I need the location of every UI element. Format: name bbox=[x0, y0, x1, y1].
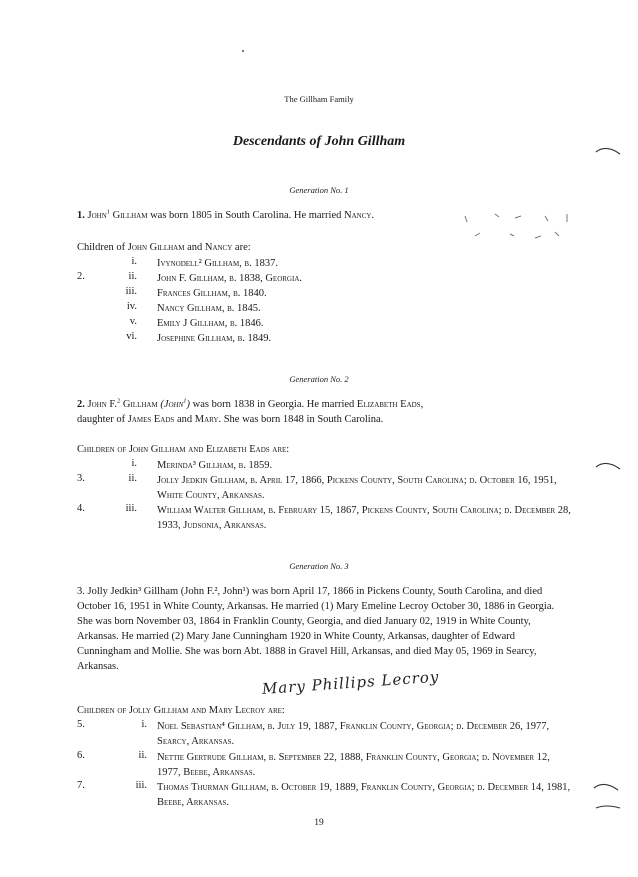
person-number: 1. bbox=[77, 210, 85, 221]
child-entry: Noel Sebastian⁴ Gillham, b. July 19, 1887, Franklin County, Georgia; d. December 26, 1977, Searcy, Arkansas. bbox=[157, 721, 550, 747]
generation-3-children-intro: Children of Jolly Gillham and Mary Lecroy are: bbox=[77, 705, 285, 716]
person-number: 2. bbox=[77, 399, 85, 410]
lineage-end: ) bbox=[186, 399, 191, 410]
intro-mother: Nancy bbox=[204, 242, 233, 253]
scan-mark-icon bbox=[594, 455, 624, 475]
child-entry: Frances Gillham, b. 1840. bbox=[157, 288, 267, 299]
bio-text: daughter of bbox=[77, 414, 128, 425]
page-number: 19 bbox=[314, 818, 324, 828]
child-entry: Josephine Gillham, b. 1849. bbox=[157, 333, 272, 344]
child-entry: Nettie Gertrude Gillham, b. September 22, 1888, Franklin County, Georgia; d. November 12, 1977, Beebe, Arkansas. bbox=[157, 752, 550, 778]
father-name: James Eads bbox=[127, 414, 175, 425]
person-surname: Gillham bbox=[122, 399, 158, 410]
lineage-sup: 1 bbox=[183, 397, 187, 405]
child-roman: iii. bbox=[125, 503, 137, 514]
scan-mark-icon bbox=[594, 140, 624, 160]
handwritten-annotation: Mary Phillips Lecroy bbox=[261, 667, 440, 698]
bio-end: . bbox=[371, 210, 375, 221]
child-roman: i. bbox=[141, 719, 147, 730]
child-roman: iii. bbox=[125, 286, 137, 297]
child-entry: Merinda³ Gillham, b. 1859. bbox=[157, 460, 273, 471]
intro-father: John Gillham bbox=[127, 242, 185, 253]
bio-text: . She was born 1848 in South Carolina. bbox=[218, 414, 384, 425]
intro-and: and bbox=[184, 242, 205, 253]
generation-2-paragraph bbox=[77, 397, 557, 427]
lineage-text: (John bbox=[157, 399, 184, 410]
person-name: John bbox=[87, 210, 107, 221]
child-entry: Ivynodell² Gillham, b. 1837. bbox=[157, 258, 278, 269]
spouse-name: Elizabeth Eads bbox=[356, 399, 421, 410]
bio-text: was born 1838 in Georgia. He married bbox=[190, 399, 357, 410]
child-ref-number: 2. bbox=[77, 271, 85, 282]
child-ref-number: 7. bbox=[77, 780, 85, 791]
child-roman: iv. bbox=[126, 301, 137, 312]
child-roman: ii. bbox=[128, 271, 137, 282]
person-surname: Gillham bbox=[112, 210, 148, 221]
child-ref-number: 4. bbox=[77, 503, 85, 514]
child-ref-number: 5. bbox=[77, 719, 85, 730]
child-roman: ii. bbox=[128, 473, 137, 484]
document-title: Descendants of John Gillham bbox=[232, 134, 406, 149]
bio-comma: , bbox=[420, 399, 424, 410]
child-roman: iii. bbox=[135, 780, 147, 791]
child-entry: William Walter Gillham, b. February 15, 1867, Pickens County, South Carolina; d. December 28, 1933, Judsonia, Arkansas. bbox=[157, 505, 571, 531]
child-entry: Thomas Thurman Gillham, b. October 19, 1889, Franklin County, Georgia; d. December 14, 1981, Beebe, Arkansas. bbox=[157, 782, 571, 808]
generation-2-children-intro: Children of John Gillham and Elizabeth Eads are: bbox=[77, 444, 290, 455]
scan-dot-icon bbox=[240, 48, 246, 54]
generation-2-label: Generation No. 2 bbox=[289, 374, 349, 384]
child-roman: ii. bbox=[138, 750, 147, 761]
child-ref-number: 3. bbox=[77, 473, 85, 484]
child-entry: Nancy Gillham, b. 1845. bbox=[157, 303, 261, 314]
person-name: John F. bbox=[87, 399, 118, 410]
child-entry: John F. Gillham, b. 1838, Georgia. bbox=[157, 273, 302, 284]
scan-mark-icon bbox=[590, 778, 624, 818]
generation-sup: 1 bbox=[106, 208, 111, 216]
bio-and: and bbox=[174, 414, 195, 425]
generation-1-children-intro bbox=[77, 240, 251, 255]
generation-3-paragraph: 3. Jolly Jedkin³ Gillham (John F.², John¹) was born April 17, 1866 in Pickens County, South Carolina, and died October 16, 1951 in White County, Arkansas. He married (1) Mary Emeline Lecroy October 30, 1886 in Georgia. She was born November 03, 1864 in Franklin County, Georgia, and died January 02, 1919 in White County, Arkansas. He married (2) Mary Jane Cunningham 1920 in White County, Arkansas, daughter of Edward Cunningham and Mollie. She was born Abt. 1888 in Gravel Hill, Arkansas, and died May 05, 1969 in Searcy, Arkansas. bbox=[77, 586, 555, 672]
child-entry: Jolly Jedkin Gillham, b. April 17, 1866, Pickens County, South Carolina; d. October 16, 1951, White County, Arkansas. bbox=[157, 475, 557, 501]
child-roman: vi. bbox=[126, 331, 137, 342]
intro-end: are: bbox=[232, 242, 251, 253]
child-ref-number: 6. bbox=[77, 750, 85, 761]
child-roman: v. bbox=[129, 316, 137, 327]
child-roman: i. bbox=[131, 458, 137, 469]
generation-sup: 2 bbox=[117, 397, 121, 405]
child-entry: Emily J Gillham, b. 1846. bbox=[157, 318, 264, 329]
generation-1-label: Generation No. 1 bbox=[289, 185, 349, 195]
faint-handwriting-icon bbox=[455, 208, 575, 243]
child-roman: i. bbox=[131, 256, 137, 267]
generation-3-label: Generation No. 3 bbox=[289, 561, 349, 571]
bio-text: was born 1805 in South Carolina. He married bbox=[147, 210, 344, 221]
intro-text: Children of bbox=[77, 242, 128, 253]
running-header: The Gillham Family bbox=[284, 94, 354, 104]
spouse-name: Nancy bbox=[344, 210, 372, 221]
mother-name: Mary bbox=[194, 414, 219, 425]
